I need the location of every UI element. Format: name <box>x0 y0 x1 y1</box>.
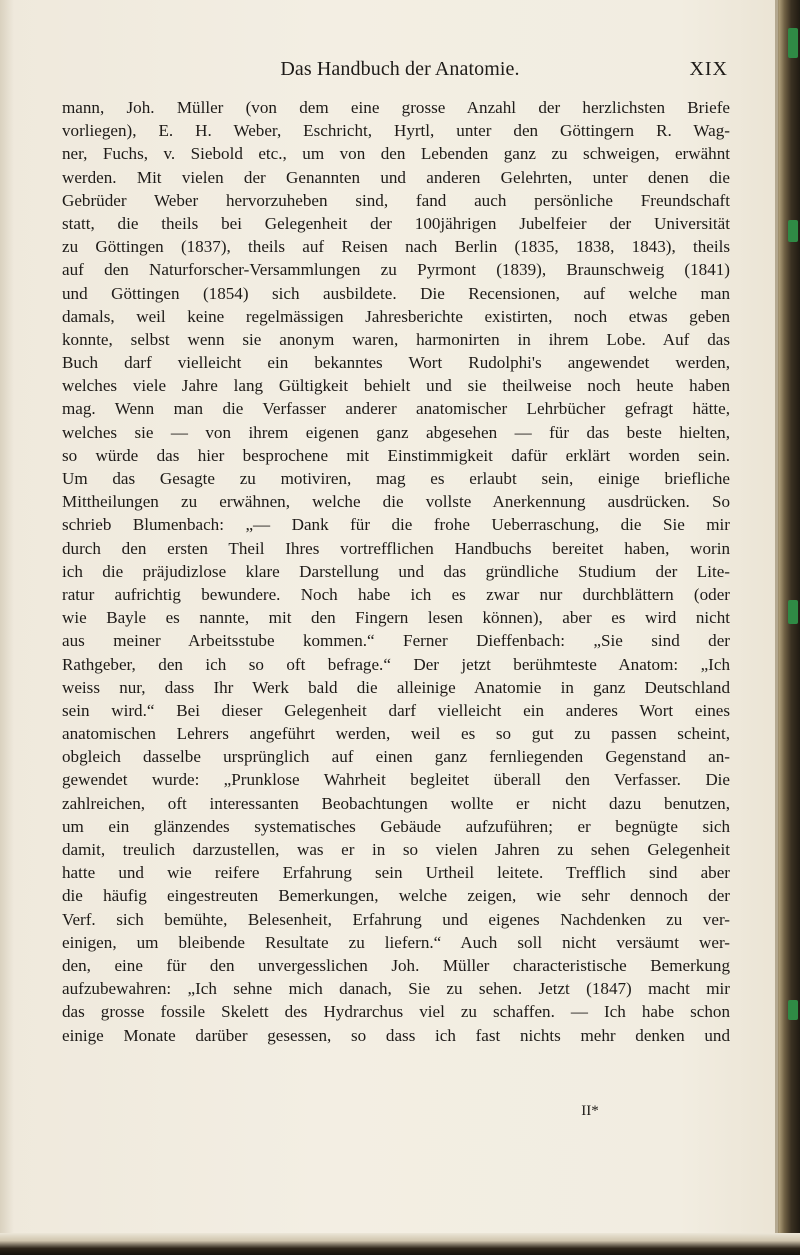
text-line: den, eine für den unvergesslichen Joh. Müller characteristische Bemerkung <box>62 955 730 975</box>
text-line: ratur aufrichtig bewundere. Noch habe ich es zwar nur durchblättern (oder <box>62 584 730 604</box>
text-line: Buch darf vielleicht ein bekanntes Wort Rudolphi's angewendet werden, <box>62 353 730 373</box>
text-line: welches viele Jahre lang Gültigkeit behielt und sie theilweise noch heute haben <box>62 376 730 396</box>
text-line: durch den ersten Theil Ihres vortrefflichen Handbuchs bereitet haben, worin <box>62 538 730 558</box>
text-line: Um das Gesagte zu motiviren, mag es erlaubt sein, einige briefliche <box>62 469 730 488</box>
text-line: konnte, selbst wenn sie anonym waren, harmonirten in ihrem Lobe. Auf das <box>62 329 730 349</box>
text-line: so würde das hier besprochene mit Einstimmigkeit dafür erklärt worden sein. <box>62 445 730 465</box>
text-line: vorliegen), E. H. Weber, Eschricht, Hyrtl, unter den Göttingern R. Wag- <box>62 121 730 141</box>
text-line: damit, treulich darzustellen, was er in so vielen Jahren zu sehen Gelegenheit <box>62 840 730 859</box>
signature-mark: II* <box>581 1103 599 1119</box>
text-line: aus meiner Arbeitsstube kommen.“ Ferner Dieffenbach: „Sie sind der <box>62 631 730 651</box>
text-line: wie Bayle es nannte, mit den Fingern lesen können), aber es wird nicht <box>62 608 730 628</box>
colour-tab-marker <box>788 1000 798 1020</box>
page-edge-rim <box>775 0 779 1255</box>
text-line: statt, die theils bei Gelegenheit der 100jährigen Jubelfeier der Universität <box>62 213 730 233</box>
text-line: einige Monate darüber gesessen, so dass ich fast nichts mehr denken und <box>62 1025 730 1045</box>
text-line: hatte und wie reifere Erfahrung sein Urtheil leitete. Trefflich sind aber <box>62 863 730 883</box>
text-line: ich die präjudizlose klare Darstellung und das gründliche Studium der Lite- <box>62 561 730 581</box>
text-line: zahlreichen, oft interessanten Beobachtungen wollte er nicht dazu benutzen, <box>62 793 730 813</box>
text-line: gewendet wurde: „Prunklose Wahrheit begleitet überall den Verfasser. Die <box>62 770 730 790</box>
text-line: anatomischen Lehrers angeführt werden, weil es so gut zu passen scheint, <box>62 724 730 744</box>
colour-tab-marker <box>788 600 798 624</box>
text-line: Verf. sich bemühte, Belesenheit, Erfahrung und eigenes Nachdenken zu ver- <box>62 909 730 929</box>
running-title: Das Handbuch der Anatomie. <box>280 58 520 80</box>
text-line: damals, weil keine regelmässigen Jahresberichte existirten, noch etwas geben <box>62 306 730 326</box>
page-edge-right <box>778 0 800 1255</box>
text-line: werden. Mit vielen der Genannten und anderen Gelehrten, unter denen die <box>62 167 730 187</box>
text-line: Gebrüder Weber hervorzuheben sind, fand auch persönliche Freundschaft <box>62 190 730 210</box>
text-line: weiss nur, dass Ihr Werk bald die alleinige Anatomie in ganz Deutschland <box>62 677 730 697</box>
text-line: die häufig eingestreuten Bemerkungen, welche zeigen, wie sehr dennoch der <box>62 886 730 906</box>
text-line: Mittheilungen zu erwähnen, welche die vollste Anerkennung ausdrücken. So <box>62 492 730 512</box>
text-line: einigen, um bleibende Resultate zu liefern.“ Auch soll nicht versäumt wer- <box>62 932 730 952</box>
page-number: XIX <box>689 58 728 80</box>
page-edge-bottom <box>0 1233 800 1255</box>
colour-tab-marker <box>788 28 798 58</box>
text-line: mag. Wenn man die Verfasser anderer anatomischer Lehrbücher gefragt hätte, <box>62 399 730 419</box>
text-line: um ein glänzendes systematisches Gebäude aufzuführen; er begnügte sich <box>62 816 730 836</box>
text-line: auf den Naturforscher-Versammlungen zu Pyrmont (1839), Braunschweig (1841) <box>62 260 730 280</box>
text-line: sein wird.“ Bei dieser Gelegenheit darf vielleicht ein anderes Wort eines <box>62 700 730 720</box>
page-header <box>70 58 730 88</box>
text-line: welches sie — von ihrem eigenen ganz abgesehen — für das beste hielten, <box>62 422 730 442</box>
text-line: Rathgeber, den ich so oft befrage.“ Der jetzt berühmteste Anatom: „Ich <box>62 654 730 674</box>
colour-tab-marker <box>788 220 798 242</box>
text-line: obgleich dasselbe ursprünglich auf einen ganz fernliegenden Gegenstand an- <box>62 747 730 767</box>
body-text <box>62 96 730 1047</box>
gutter-shadow <box>0 0 14 1255</box>
text-line: aufzubewahren: „Ich sehne mich danach, Sie zu sehen. Jetzt (1847) macht mir <box>62 979 730 999</box>
text-line: und Göttingen (1854) sich ausbildete. Die Recensionen, auf welche man <box>62 283 730 303</box>
text-line: schrieb Blumenbach: „— Dank für die frohe Ueberraschung, die Sie mir <box>62 515 730 535</box>
text-line: das grosse fossile Skelett des Hydrarchus viel zu schaffen. — Ich habe schon <box>62 1002 730 1022</box>
text-line: zu Göttingen (1837), theils auf Reisen nach Berlin (1835, 1838, 1843), theils <box>62 237 730 257</box>
text-line: ner, Fuchs, v. Siebold etc., um von den Lebenden ganz zu schweigen, erwähnt <box>62 144 730 164</box>
text-line: mann, Joh. Müller (von dem eine grosse Anzahl der herzlichsten Briefe <box>62 98 730 117</box>
